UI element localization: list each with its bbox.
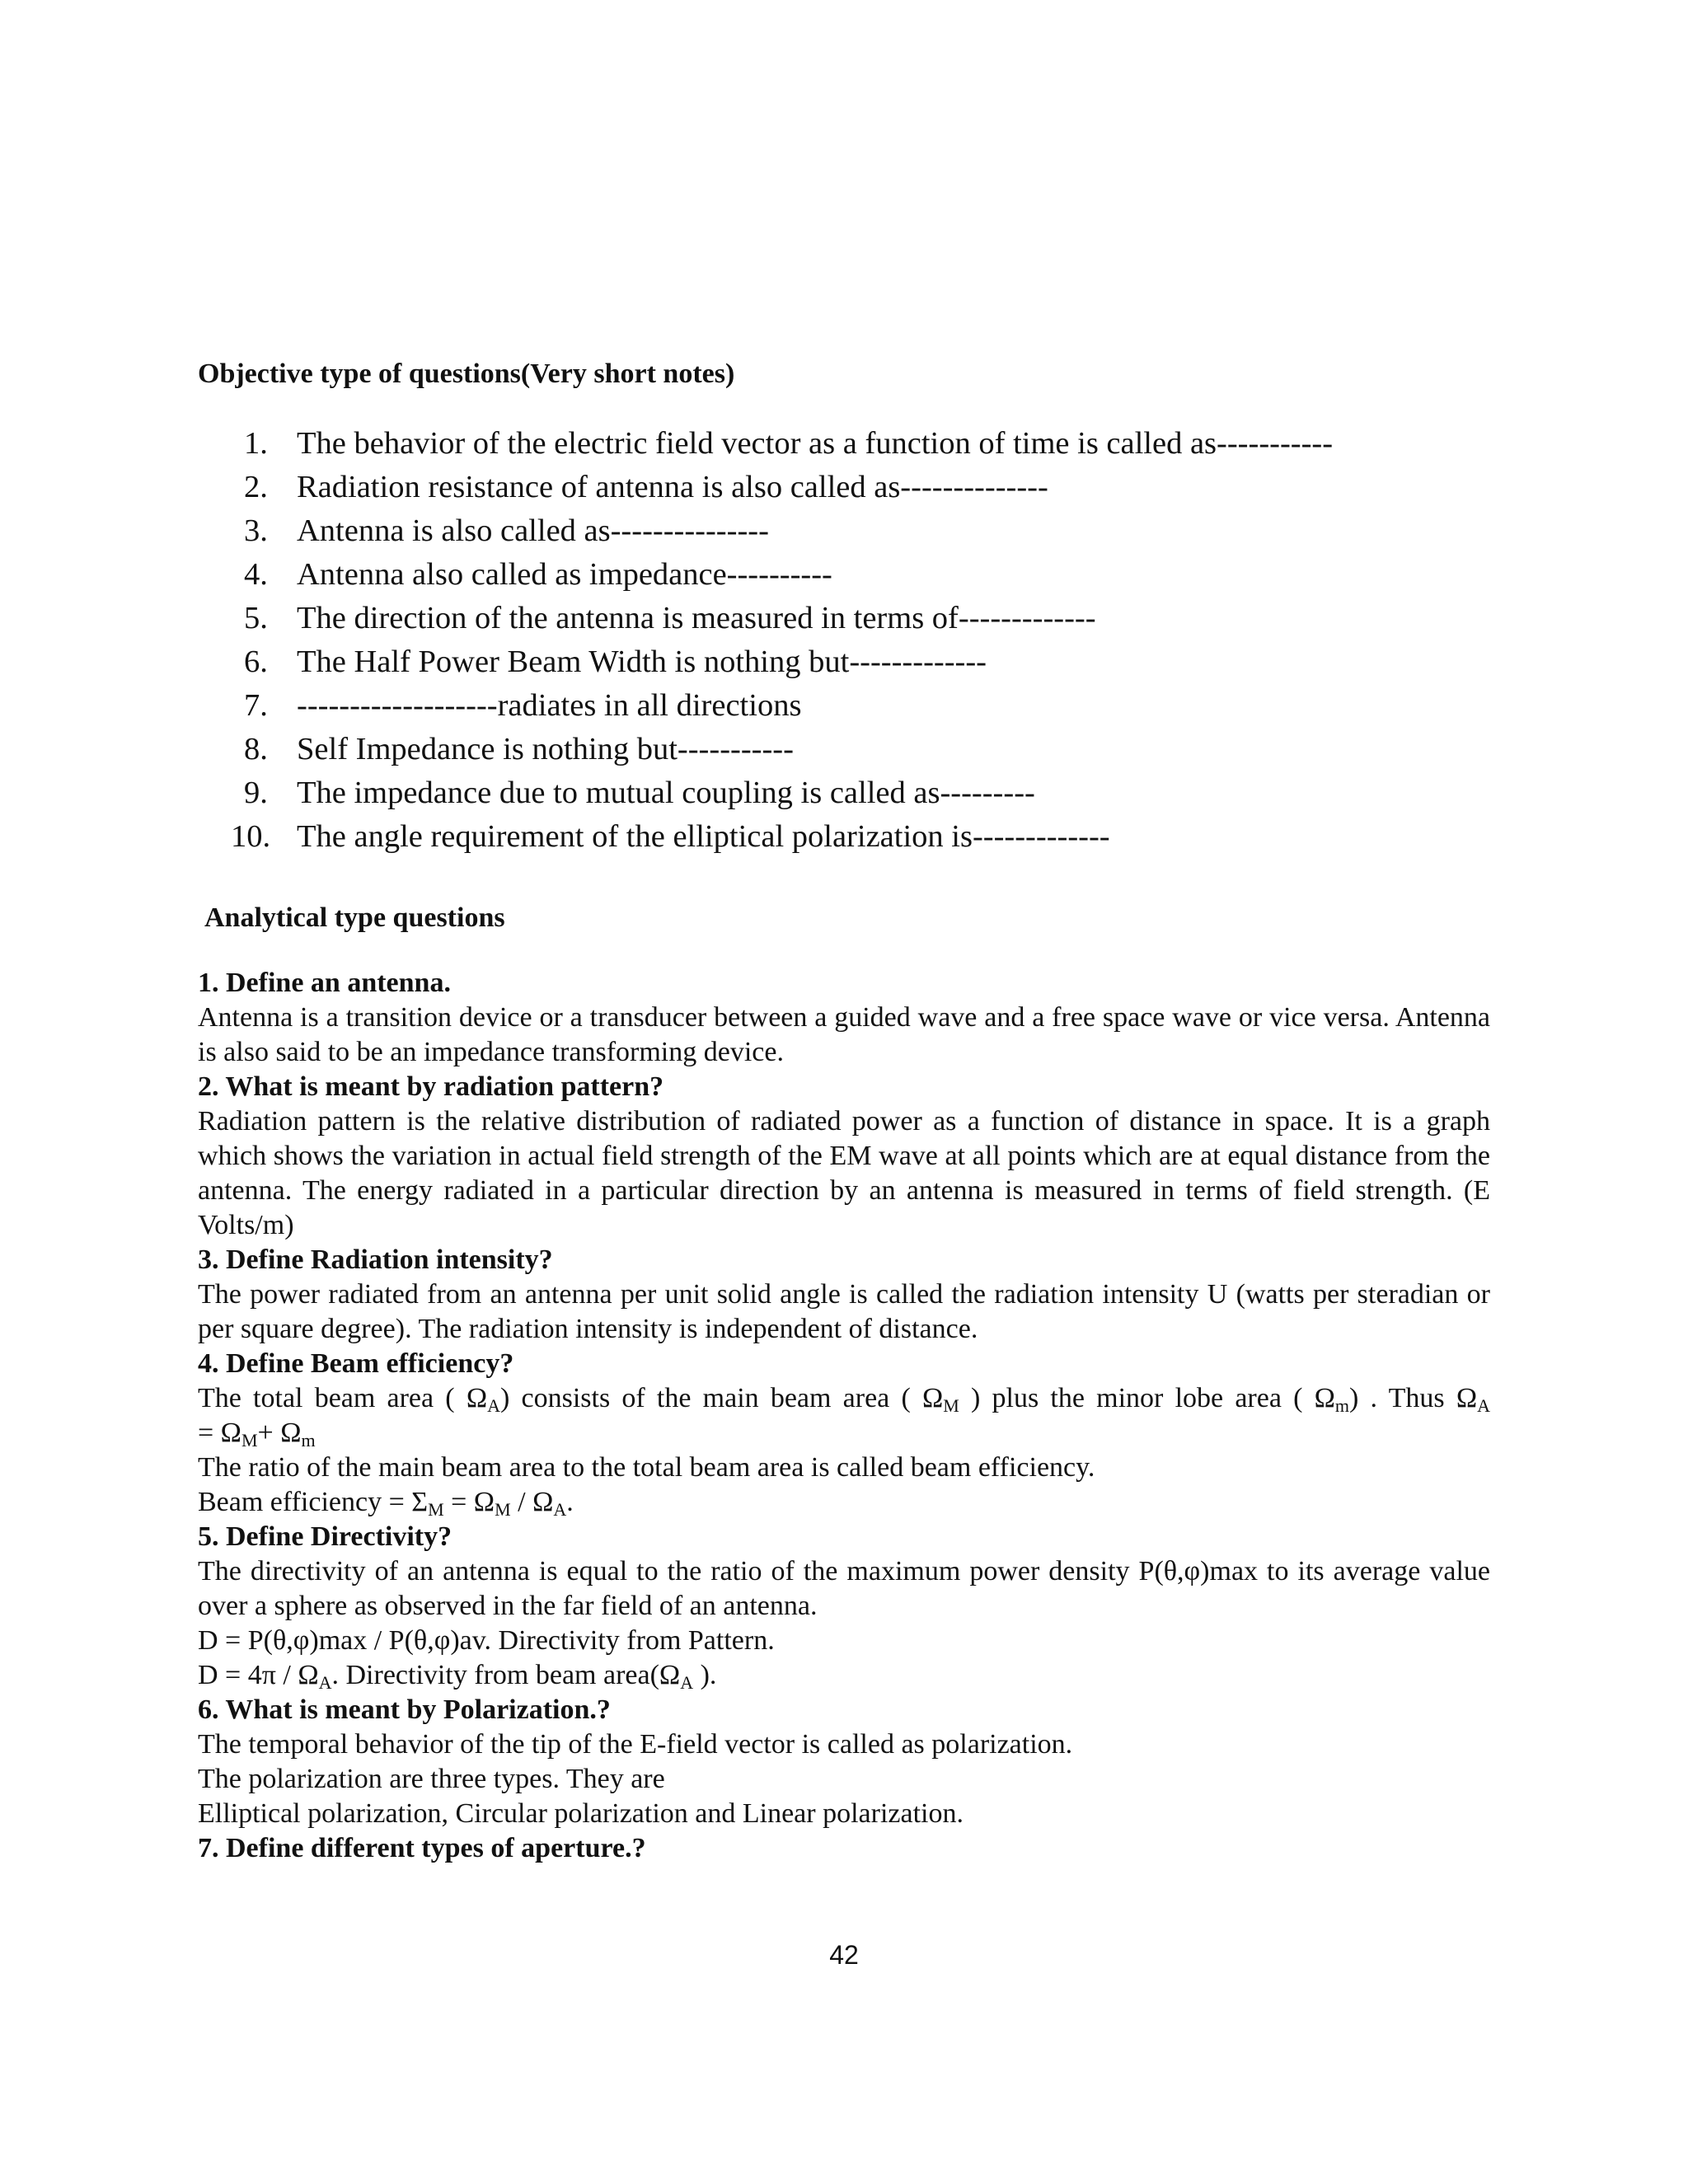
list-item-number: 5. [244,601,268,635]
directivity-beam-area-formula: $D = 4\pi / \Omega_A$. Directivity from beam $area(\Omega_A$ ). [198,1660,717,1693]
list-item-text: -------------------radiates in all directions [297,688,802,723]
directivity-pattern-formula: D = P(θ,φ)max / P(θ,φ)av. Directivity from Pattern. [198,1625,775,1656]
question-title: 3. Define Radiation intensity? [198,1244,553,1275]
list-item-text: The direction of the antenna is measured in terms of------------- [297,601,1096,635]
list-item-text: The Half Power Beam Width is nothing but------------- [297,644,987,679]
answer-text: Elliptical polarization, Circular polarization and Linear polarization. [198,1798,964,1829]
list-item-number: 7. [244,688,268,723]
list-item-number: 9. [244,776,268,810]
page-number: 42 [829,1940,859,1970]
list-item [198,815,1517,859]
list-item [198,771,1517,815]
answer-text: The directivity of an antenna is equal to the ratio of the maximum power density P(θ,φ)max to its average value over a sphere as observed in the far field of an antenna. [198,1556,1490,1621]
answer-text: The ratio of the main beam area to the total beam area is called beam efficiency. [198,1452,1095,1483]
list-item-number: 3. [244,513,268,548]
list-item-text: The angle requirement of the elliptical polarization is------------- [297,819,1110,854]
objective-question-list [198,422,1517,859]
list-item-text: Antenna is also called as--------------- [297,513,769,548]
answer-text: The polarization are three types. They are [198,1764,665,1794]
list-item [198,684,1517,728]
question-title: 7. Define different types of aperture.? [198,1833,646,1863]
list-item-number: 2. [244,470,268,504]
analytical-heading: Analytical type questions [204,902,505,933]
beam-area-equation: = $\Omega_M+ \Omega_m$ [198,1418,316,1451]
analytical-questions [198,966,1490,1866]
answer-text: Radiation pattern is the relative distribution of radiated power as a function of distance in space. It is a graph which shows the variation in actual field strength of the EM wave at all points which are at equal distance from the antenna. The energy radiated in a particular direction by an antenna is measured in terms of field strength. (E Volts/m) [198,1106,1490,1240]
answer-text: The power radiated from an antenna per unit solid angle is called the radiation intensity U (watts per steradian or per square degree). The radiation intensity is independent of distance. [198,1279,1490,1344]
beam-area-definition: The total beam area ( $\Omega_A$) consists of the main beam area ( $\Omega_M$ ) plus the minor lobe area ( $\Omega_m$) . Thus $\Omega_A$ [198,1383,1490,1416]
list-item [198,466,1517,509]
beam-efficiency-formula: Beam efficiency = $\Sigma_M = \Omega_M / \Omega_A$. [198,1487,574,1520]
list-item [198,422,1517,466]
answer-text: The temporal behavior of the tip of the E-field vector is called as polarization. [198,1729,1073,1760]
list-item-number: 10. [231,819,271,854]
list-item-number: 1. [244,426,268,461]
question-title: 5. Define Directivity? [198,1521,452,1552]
list-item-text: Self Impedance is nothing but----------- [297,732,794,766]
list-item-number: 8. [244,732,268,766]
question-title: 2. What is meant by radiation pattern? [198,1071,664,1102]
list-item-text: The behavior of the electric field vector as a function of time is called as----------- [297,426,1334,461]
list-item-text: Radiation resistance of antenna is also called as-------------- [297,470,1048,504]
list-item [198,640,1517,684]
list-item-text: The impedance due to mutual coupling is called as--------- [297,776,1035,810]
question-title: 4. Define Beam efficiency? [198,1348,514,1379]
list-item-number: 6. [244,644,268,679]
list-item-text: Antenna also called as impedance---------- [297,557,832,592]
answer-text: Antenna is a transition device or a transducer between a guided wave and a free space wave or vice versa. Antenna is also said to be an impedance transforming device. [198,1002,1490,1067]
question-title: 1. Define an antenna. [198,968,451,998]
objective-heading: Objective type of questions(Very short notes) [198,359,735,389]
question-title: 6. What is meant by Polarization.? [198,1694,611,1725]
list-item [198,728,1517,771]
list-item [198,509,1517,553]
list-item [198,597,1517,640]
list-item [198,553,1517,597]
list-item-number: 4. [244,557,268,592]
